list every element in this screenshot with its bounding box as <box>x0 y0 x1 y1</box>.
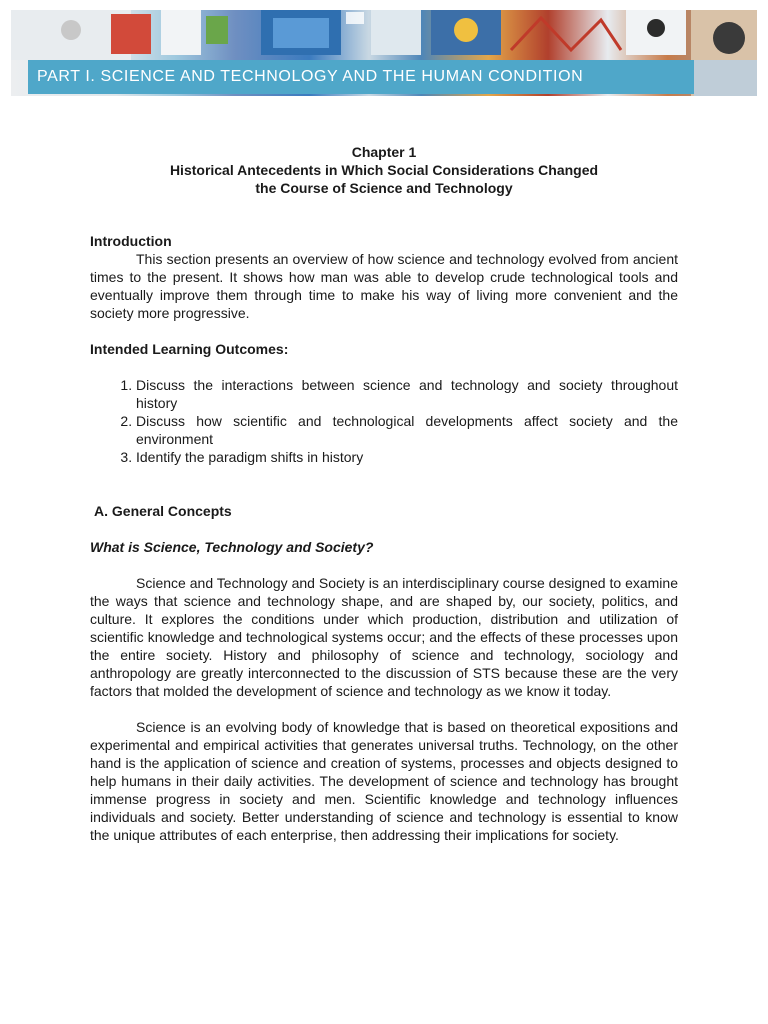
section-a-paragraph-2: Science is an evolving body of knowledge that is based on theoretical expositions and experimental and empirical activities that generates universal truths. Technology, on the other hand is the application of science and creation of systems, processes and objects designed to help humans in their daily activities. The development of science and technology has brought immense progress in society and men. Scientific knowledge and technology influences individuals and society. Better understanding of science and technology is essential to know the unique attributes of each enterprise, then addressing their implications for society. <box>90 719 678 843</box>
section-a-question: What is Science, Technology and Society? <box>90 539 374 555</box>
section-a-heading: A. General Concepts <box>94 503 232 519</box>
section-a-paragraph-1: Science and Technology and Society is an interdisciplinary course designed to examine the ways that science and technology shape, and are shaped by, our society, politics, and culture. It explores the conditions under which production, distribution and utilization of scientific knowledge and technological systems occur; and the effects of these processes upon the entire society. History and philosophy of science and technology, sociology and anthropology are greatly interconnected to the discussion of STS because these are the very factors that molded the development of science and technology as we know it today. <box>90 575 678 699</box>
header-banner <box>11 10 757 96</box>
introduction-heading: Introduction <box>90 233 172 249</box>
outcomes-list <box>90 376 678 466</box>
chapter-title-line-2: the Course of Science and Technology <box>255 180 513 196</box>
banner-title-bar <box>28 60 694 94</box>
chapter-title-line-1: Historical Antecedents in Which Social Considerations Changed <box>169 162 599 178</box>
banner-title: PART I. SCIENCE AND TECHNOLOGY AND THE HUMAN CONDITION <box>37 68 584 85</box>
document-body <box>90 232 678 844</box>
outcome-item: 3. Identify the paradigm shifts in history <box>136 448 678 466</box>
chapter-number: Chapter 1 <box>351 144 417 160</box>
outcome-item: 1. Discuss the interactions between science and technology and society throughout history <box>136 376 678 412</box>
outcome-item: 2. Discuss how scientific and technological developments affect society and the environment <box>136 412 678 448</box>
introduction-text: This section presents an overview of how science and technology evolved from ancient times to the present. It shows how man was able to develop crude technological tools and eventually improve them through time to make his way of living more convenient and the society more progressive. <box>90 251 678 321</box>
outcomes-heading: Intended Learning Outcomes: <box>90 341 289 357</box>
chapter-heading <box>90 143 678 197</box>
